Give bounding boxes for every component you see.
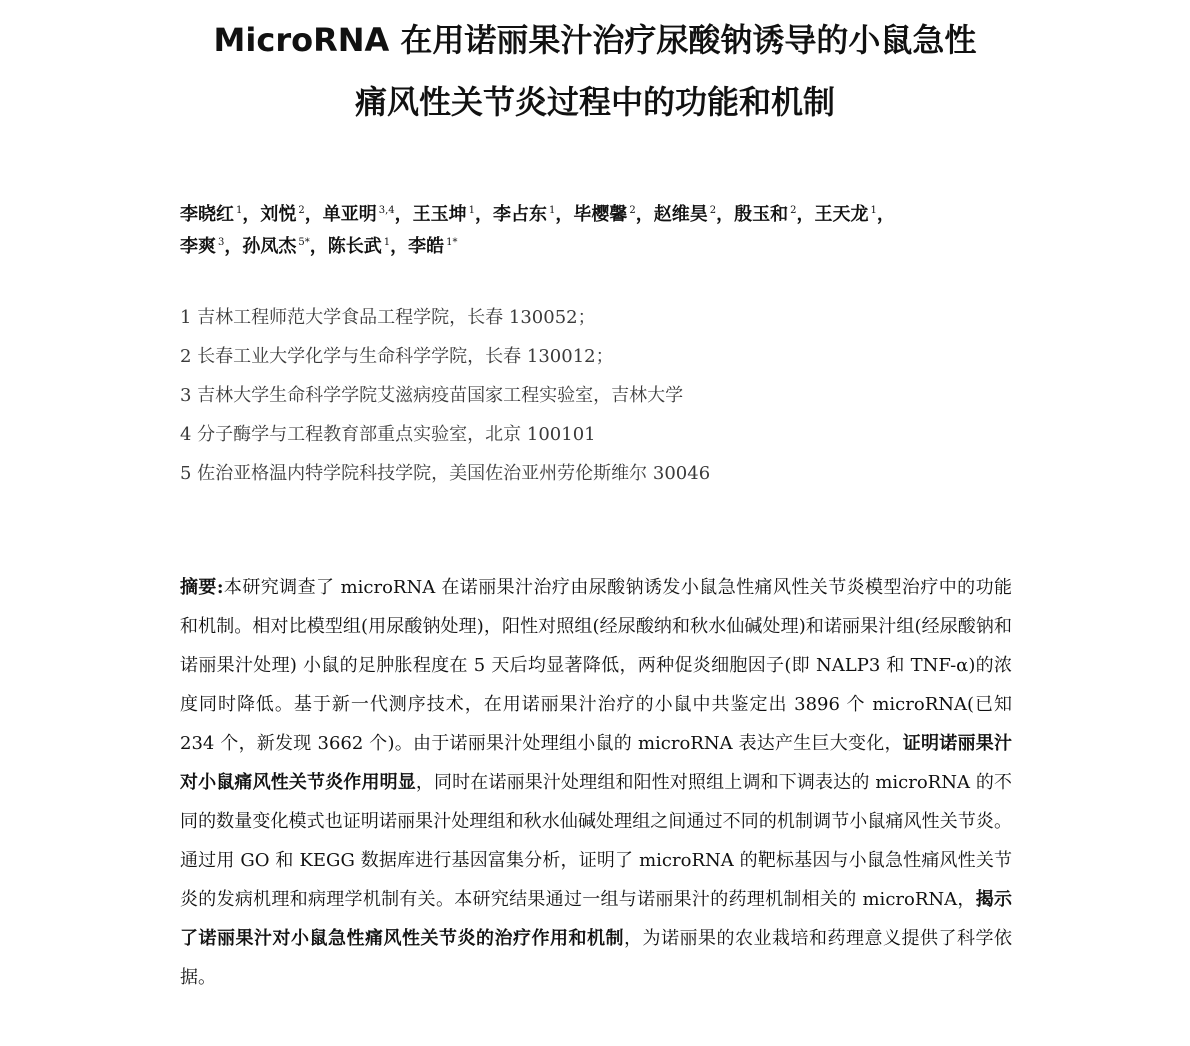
abstract-emphasis-1: 证明诺丽果汁对小鼠痛风性关节炎作用明显 <box>180 733 1012 793</box>
author-entry <box>734 204 814 225</box>
author-name: 李皓 <box>408 236 445 257</box>
author-separator: ， <box>475 204 494 225</box>
author-name: 陈长武 <box>327 236 382 257</box>
abstract-text-part-3: ，为诺丽果的农业栽培和药理意义提供了科学依据。 <box>180 928 1012 988</box>
author-entry <box>260 204 322 225</box>
author-separator: ， <box>555 204 574 225</box>
author-affiliation-mark: 1 <box>383 237 391 248</box>
author-name: 王天龙 <box>814 204 869 225</box>
author-entry <box>573 204 653 225</box>
author-separator: ， <box>304 204 323 225</box>
author-name: 李占东 <box>493 204 548 225</box>
author-separator: ， <box>796 204 815 225</box>
author-separator: ， <box>309 236 328 257</box>
author-name: 李晓红 <box>180 204 234 225</box>
author-affiliation-mark: 1 <box>468 205 476 216</box>
author-entry <box>413 204 493 225</box>
author-name: 王玉坤 <box>412 204 467 225</box>
author-affiliation-mark: 3,4 <box>378 205 395 216</box>
affiliation-item: 1 吉林工程师范大学食品工程学院，长春 130052； <box>180 307 596 328</box>
author-separator: ， <box>716 204 735 225</box>
author-separator: ， <box>242 204 261 225</box>
abstract-label: 摘要: <box>180 577 224 598</box>
author-entry <box>323 204 413 225</box>
abstract-paragraph <box>180 568 1012 997</box>
author-affiliation-mark: 1 <box>549 205 556 216</box>
abstract-text-part-2: ，同时在诺丽果汁处理组和阳性对照组上调和下调表达的 microRNA 的不同的数量变化模式也证明诺丽果汁处理组和秋水仙碱处理组之间通过不同的机制调节小鼠痛风性关节炎。通过用 GO 和 KEGG 数据库进行基因富集分析，证明了 microRNA 的靶标基因与小鼠急性痛风性关节炎的发病机理和病理学机制有关。本研究结果通过一组与诺丽果汁的药理机制相关的 microRNA， <box>180 772 1012 910</box>
author-entry <box>242 236 327 257</box>
author-entry <box>408 236 457 257</box>
author-affiliation-mark: 3 <box>218 237 225 248</box>
author-list-line-1 <box>180 196 1040 230</box>
affiliation-item: 5 佐治亚格温内特学院科技学院，美国佐治亚州劳伦斯维尔 30046 <box>180 463 711 484</box>
author-affiliation-mark: 5* <box>298 237 310 248</box>
author-entry <box>493 204 573 225</box>
author-name: 殷玉和 <box>734 204 789 225</box>
affiliation-item: 4 分子酶学与工程教育部重点实验室，北京 100101 <box>180 424 596 445</box>
abstract-text-part-1: 本研究调查了 microRNA 在诺丽果汁治疗由尿酸钠诱发小鼠急性痛风性关节炎模型治疗中的功能和机制。相对比模型组(用尿酸钠处理)，阳性对照组(经尿酸纳和秋水仙碱处理)和诺丽果汁组(经尿酸钠和诺丽果汁处理) 小鼠的足肿胀程度在 5 天后均显著降低，两种促炎细胞因子(即 NALP3 和 TNF-α)的浓度同时降低。基于新一代测序技术，在用诺丽果汁治疗的小鼠中共鉴定出 3896 个 microRNA(已知 234 个，新发现 3662 个)。由于诺丽果汁处理组小鼠的 microRNA 表达产生巨大变化， <box>180 577 1012 754</box>
author-separator: ， <box>635 204 654 225</box>
affiliation-item: 3 吉林大学生命科学学院艾滋病疫苗国家工程实验室，吉林大学 <box>180 385 684 406</box>
author-separator: ， <box>876 204 895 225</box>
author-name: 单亚明 <box>322 204 377 225</box>
author-separator: ， <box>390 236 409 257</box>
author-entry <box>328 236 408 257</box>
author-affiliation-mark: 1* <box>446 237 458 248</box>
affiliation-list <box>180 298 1080 493</box>
abstract-emphasis-2: 揭示了诺丽果汁对小鼠急性痛风性关节炎的治疗作用和机制 <box>180 889 1013 949</box>
author-name: 刘悦 <box>260 204 297 225</box>
author-entry <box>180 236 242 257</box>
author-affiliation-mark: 1 <box>870 205 877 216</box>
author-name: 毕樱馨 <box>573 204 628 225</box>
author-separator: ， <box>224 236 243 257</box>
author-separator: ， <box>394 204 413 225</box>
author-name: 李爽 <box>180 236 216 257</box>
author-entry <box>815 204 895 225</box>
author-name: 赵维昊 <box>653 204 708 225</box>
paper-title-line-1: MicroRNA 在用诺丽果汁治疗尿酸钠诱导的小鼠急性 <box>213 21 977 59</box>
author-affiliation-mark: 2 <box>629 205 636 216</box>
author-list-line-2 <box>180 228 1040 262</box>
author-name: 孙凤杰 <box>242 236 297 257</box>
author-affiliation-mark: 1 <box>236 205 243 216</box>
affiliation-item: 2 长春工业大学化学与生命科学学院，长春 130012； <box>180 346 614 367</box>
author-entry <box>654 204 734 225</box>
author-entry <box>180 204 260 225</box>
author-affiliation-mark: 2 <box>298 205 305 216</box>
author-affiliation-mark: 2 <box>790 205 797 216</box>
author-affiliation-mark: 2 <box>709 205 717 216</box>
paper-title-line-2: 痛风性关节炎过程中的功能和机制 <box>354 83 835 121</box>
